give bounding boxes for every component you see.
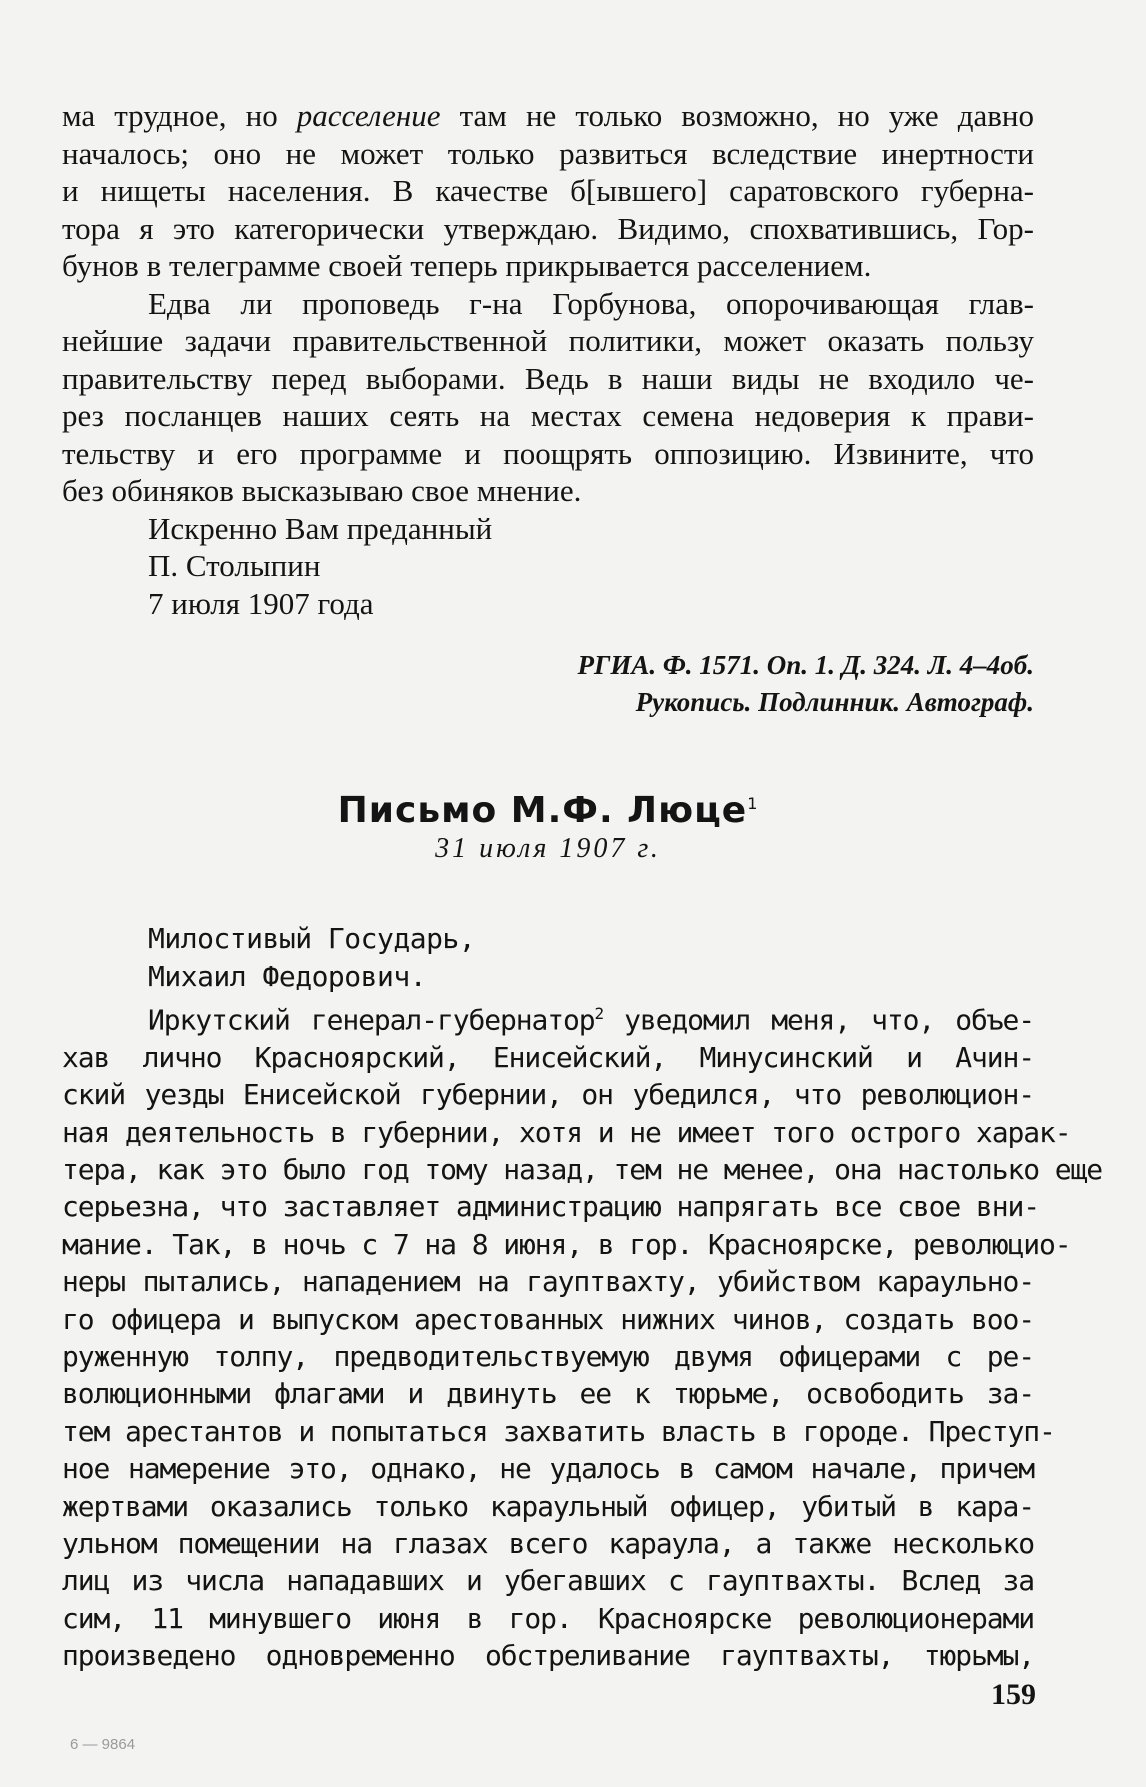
letter-date: 7 июля 1907 года	[148, 585, 374, 621]
text-line: мание. Так, в ночь с 7 на 8 июня, в гор. Красноярске, революцио-	[62, 1227, 1071, 1261]
text-line: Едва ли проповедь г-на Горбунова, опорочивающая глав-	[148, 285, 1034, 321]
letter-title: Письмо М.Ф. Люце$^1$	[337, 790, 759, 831]
archive-source	[62, 647, 1034, 721]
text-line: сим, 11 минувшего июня в гор. Красноярске революционерами	[62, 1601, 1034, 1635]
text-line: началось; оно не может только развиться вследствие инертности	[62, 135, 1034, 171]
text-line: тем арестантов и попытаться захватить власть в городе. Преступ-	[62, 1414, 1055, 1448]
text-line: ная деятельность в губернии, хотя и не имеет того острого харак-	[62, 1115, 1071, 1149]
text-line: ма трудное, но расселение там не только возможно, но уже давно	[62, 98, 1034, 133]
text-line: руженную толпу, предводительствуемую двумя офицерами с ре-	[62, 1339, 1034, 1373]
text-line: ное намерение это, однако, не удалось в самом начале, причем	[62, 1452, 1034, 1486]
text-line: произведено одновременно обстреливание гауптвахты, тюрьмы,	[62, 1639, 1034, 1673]
text-line: тера, как это было год тому назад, тем не менее, она настолько еще	[62, 1152, 1102, 1186]
text-line: и нищеты населения. В качестве б[ывшего] саратовского губерна-	[62, 173, 1034, 208]
text-line: бунов в телеграмме своей теперь прикрывается расселением.	[62, 248, 872, 283]
text-line: без обиняков высказываю свое мнение.	[62, 473, 582, 508]
text-line: тора я это категорически утверждаю. Видимо, спохватившись, Гор-	[62, 210, 1034, 246]
salutation	[62, 920, 1034, 995]
page-number: 159	[991, 1678, 1036, 1711]
paragraph-2	[62, 285, 1034, 510]
text-line: ский уезды Енисейской губернии, он убедился, что революцион-	[62, 1078, 1034, 1112]
footnote-ref: 1	[747, 794, 759, 813]
text-line: нейшие задачи правительственной политики, может оказать пользу	[62, 323, 1034, 358]
document-type: Рукопись. Подлинник. Автограф.	[635, 687, 1034, 717]
text-line: хав лично Красноярский, Енисейский, Минусинский и Ачин-	[62, 1040, 1034, 1074]
closing-phrase: Искренно Вам преданный	[148, 510, 493, 546]
letter-header	[62, 790, 1034, 865]
text-line: го офицера и выпуском арестованных нижних чинов, создать воо-	[62, 1302, 1034, 1336]
salutation-line: Милостивый Государь,	[148, 922, 476, 955]
salutation-name: Михаил Федорович.	[148, 959, 427, 993]
footnote-ref: 2	[594, 1004, 604, 1023]
text-line: жертвами оказались только караульный офицер, убитый в кара-	[62, 1489, 1034, 1523]
text-line: правительству перед выборами. Ведь в наши виды не входило че-	[62, 360, 1034, 396]
text-line: неры пытались, нападением на гауптвахту, убийством караульно-	[62, 1265, 1034, 1299]
sheet-mark: 6 — 9864	[70, 1736, 136, 1753]
signature: П. Столыпин	[148, 548, 321, 583]
letter-date-2: 31 июля 1907 г.	[435, 833, 661, 864]
text-line: серьезна, что заставляет администрацию напрягать все свое вни-	[62, 1190, 1039, 1224]
paragraph-1	[62, 97, 1034, 285]
text-line: Иркутский генерал-губернатор$^2$ уведомил меня, что, объе-	[148, 1003, 1034, 1037]
text-line: лиц из числа нападавших и убегавших с гауптвахты. Вслед за	[62, 1564, 1034, 1598]
text-line: волюционными флагами и двинуть ее к тюрьме, освободить за-	[62, 1377, 1034, 1411]
letter-body	[62, 995, 1102, 1675]
letter-continuation	[62, 97, 1034, 622]
text-line: тельству и его программе и поощрять оппозицию. Извините, что	[62, 435, 1034, 471]
text-line: ульном помещении на глазах всего караула, а также несколько	[62, 1527, 1034, 1561]
archive-reference: РГИА. Ф. 1571. Оп. 1. Д. 324. Л. 4–4об.	[577, 650, 1034, 680]
text-line: рез посланцев наших сеять на местах семена недоверия к прави-	[62, 398, 1034, 433]
